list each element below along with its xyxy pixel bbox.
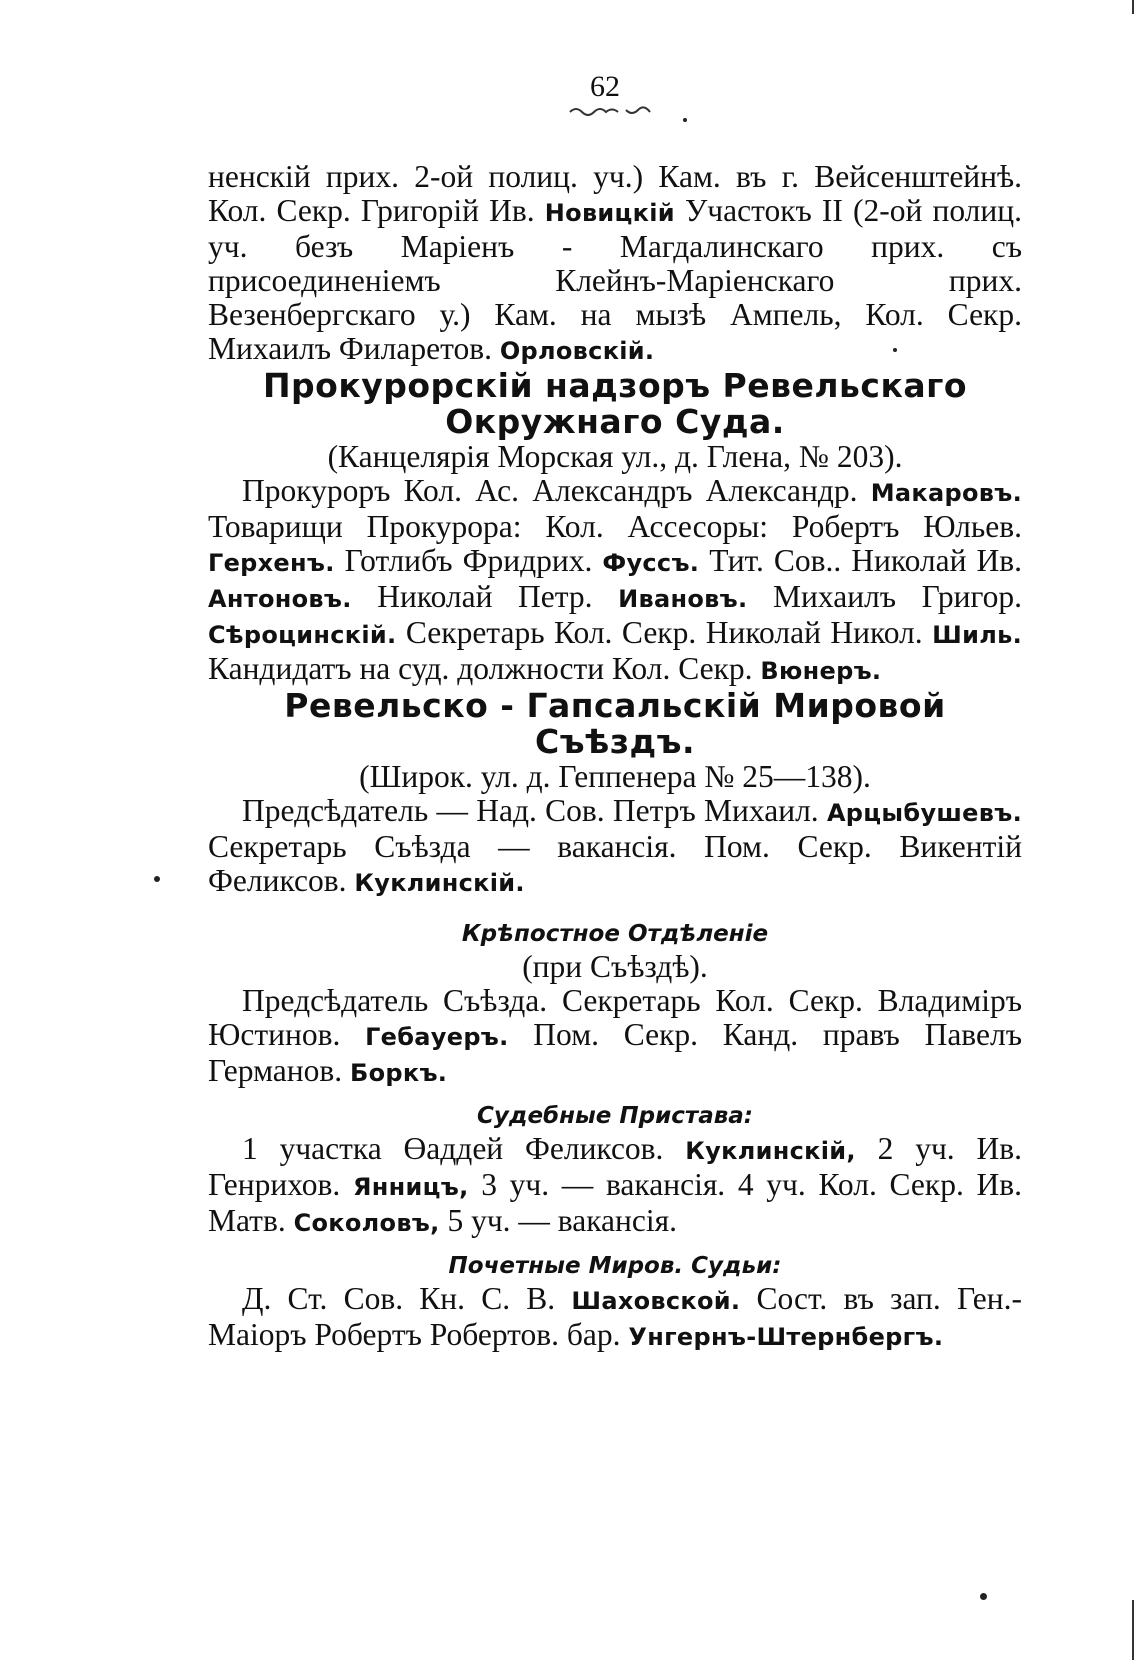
subheading-honorary-judges: Почетные Миров. Судьи: xyxy=(448,1253,782,1279)
person-name: Соколовъ, xyxy=(293,1209,440,1237)
person-name: Шиль. xyxy=(932,621,1022,649)
person-name: Фуссъ. xyxy=(602,549,700,577)
body-text: Пом. Секр. Канд. правъ Павелъ Германов. xyxy=(208,1017,1022,1088)
body-text: Предсѣдатель Съѣзда. Секретарь Кол. Секр. Владиміръ Юстинов. xyxy=(208,983,1022,1052)
person-name: Макаровъ. xyxy=(870,479,1022,507)
congress-address: (Широк. ул. д. Геппенера № 25—138). xyxy=(359,759,871,794)
person-name: Ивановъ. xyxy=(618,585,748,613)
body-text: 5 уч. — вакансія. xyxy=(439,1203,677,1238)
person-name: Шаховской. xyxy=(571,1287,741,1315)
body-text: Готлибъ Фридрих. xyxy=(334,543,603,578)
person-name: Вюнеръ. xyxy=(760,657,882,685)
body-text: 3 уч. — вакансія. 4 уч. Кол. Секр. Ив. Матв. xyxy=(208,1167,1022,1238)
subheading-bailiffs: Судебные Пристава: xyxy=(477,1103,753,1129)
stray-dot xyxy=(980,1593,987,1600)
person-name: Новицкій xyxy=(544,199,675,227)
stray-dot xyxy=(683,118,687,122)
body-text: Николай Петр. xyxy=(351,579,619,614)
page-number: 62 xyxy=(590,70,620,103)
page-content xyxy=(208,160,1022,1354)
congress-paragraph xyxy=(208,794,1022,900)
person-name: Герхенъ. xyxy=(208,549,335,577)
subheading-serf-department: Крѣпостное Отдѣленіе xyxy=(461,921,769,947)
prosecutor-address: (Канцелярія Морская ул., д. Глена, № 203). xyxy=(327,439,903,474)
heading-line: Ревельско - Гапсальскій Мировой xyxy=(284,686,946,725)
person-name: Куклинскій. xyxy=(354,869,525,897)
body-text: Михаилъ Григор. xyxy=(747,579,1022,614)
body-text: Сост. въ зап. Ген.-Маіоръ Робертъ Робертов. бар. xyxy=(208,1281,1022,1352)
serf-department-address: (при Съѣздѣ). xyxy=(522,949,708,984)
body-text: Кандидатъ на суд. должности Кол. Секр. xyxy=(208,651,761,686)
honorary-judges-paragraph xyxy=(208,1282,1022,1354)
body-text: Тит. Сов.. Николай Ив. xyxy=(699,543,1022,578)
person-name: Орловскій. xyxy=(499,337,655,365)
section-heading-congress xyxy=(208,688,1022,760)
stray-dot xyxy=(154,876,160,882)
page-edge-line-top xyxy=(1132,0,1134,14)
body-text: 1 участка Өаддей Феликсов. xyxy=(242,1131,686,1166)
heading-line: Прокурорскій надзоръ Ревельскаго xyxy=(262,366,968,405)
prosecutor-paragraph xyxy=(208,474,1022,688)
intro-text: Участокъ II (2-ой полиц. уч. безъ Маріенъ - Магдалинскаго прих. съ присоединеніемъ Клейнъ-Маріенскаго прих. Везенбергскаго у.) Кам. на мызѣ Ампель, Кол. Секр. Михаилъ Филаретов. xyxy=(208,193,1022,366)
body-text: 2 уч. Ив. Генрихов. xyxy=(208,1131,1022,1202)
person-name: Антоновъ. xyxy=(208,585,352,613)
person-name: Куклинскій, xyxy=(685,1137,856,1165)
person-name: Арцыбушевъ. xyxy=(826,799,1022,827)
body-text: Предсѣдатель — Над. Сов. Петръ Михаил. xyxy=(242,793,827,828)
person-name: Боркъ. xyxy=(350,1059,448,1087)
intro-paragraph xyxy=(208,160,1022,368)
heading-line: Съѣздъ. xyxy=(535,722,695,761)
person-name: Гебауеръ. xyxy=(365,1023,509,1051)
intro-text: ненскій прих. 2-ой полиц. уч.) Кам. въ г. Вейсенштейнѣ. Кол. Секр. Григорій Ив. xyxy=(208,159,1022,228)
heading-line: Окружнаго Суда. xyxy=(445,402,785,441)
page-number-ornament xyxy=(568,104,658,118)
page-edge-line-bottom xyxy=(1132,1600,1134,1660)
person-name: Унгернъ-Штернбергъ. xyxy=(628,1323,944,1351)
body-text: Секретарь Кол. Секр. Николай Никол. xyxy=(396,615,933,650)
serf-department-paragraph xyxy=(208,984,1022,1090)
section-heading-prosecutor xyxy=(208,368,1022,440)
person-name: Сѣроцинскій. xyxy=(208,621,397,649)
body-text: Товарищи Прокурора: Кол. Ассесоры: Робертъ Юльев. xyxy=(208,509,1022,544)
body-text: Прокуроръ Кол. Ас. Александръ Александр. xyxy=(242,473,871,508)
body-text: Д. Ст. Сов. Кн. С. В. xyxy=(242,1281,572,1316)
person-name: Янницъ, xyxy=(353,1173,469,1201)
body-text: Секретарь Съѣзда — вакансія. Пом. Секр. Викентій Феликсов. xyxy=(208,829,1022,898)
bailiffs-paragraph xyxy=(208,1132,1022,1240)
